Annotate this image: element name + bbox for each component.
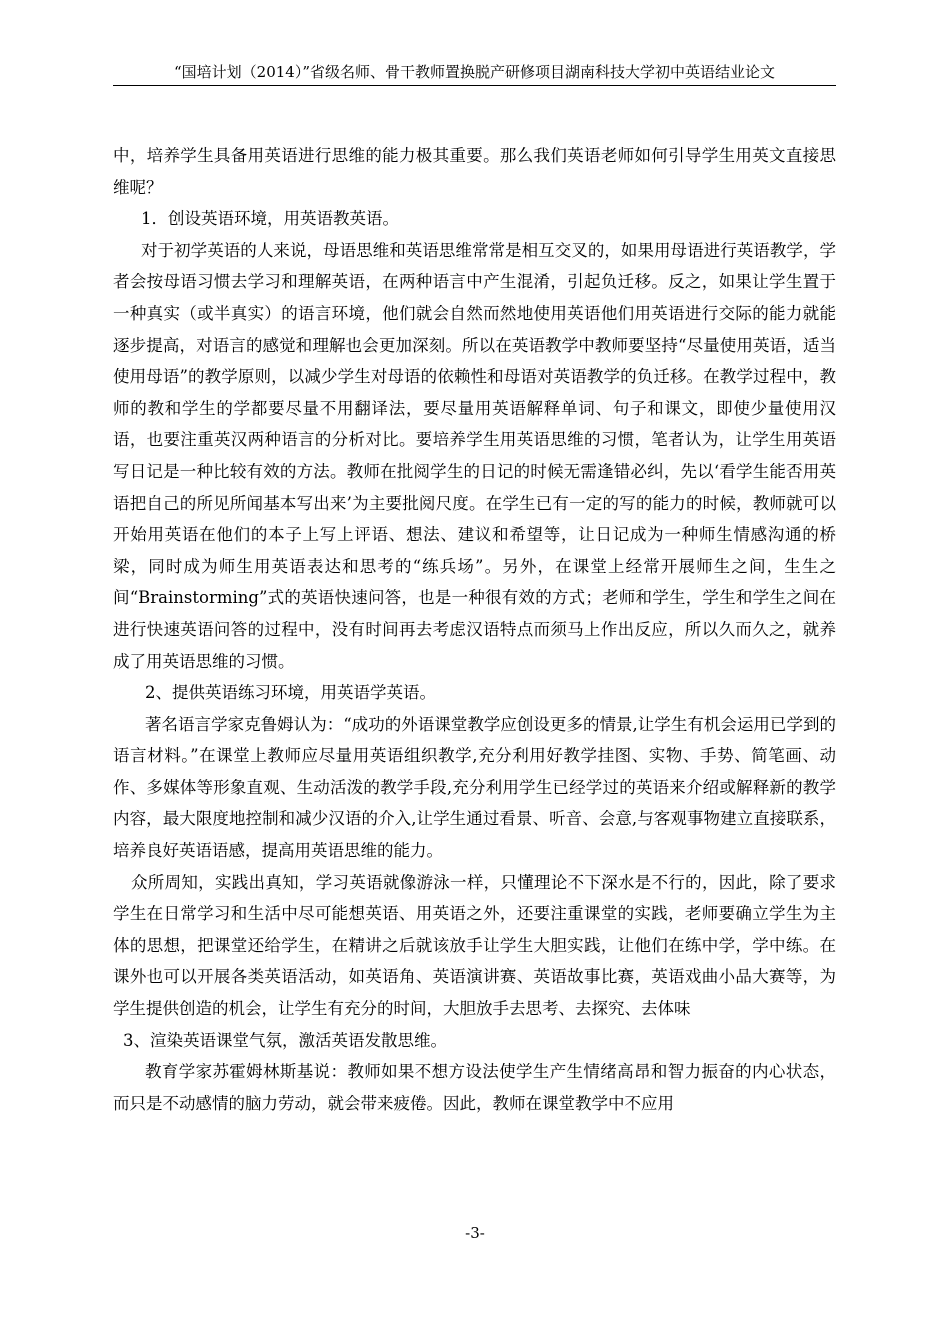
body-text	[113, 140, 836, 1119]
page-number: -3-	[465, 1224, 485, 1242]
section-heading-3: 3、渲染英语课堂气氛，激活英语发散思维。	[123, 1030, 447, 1050]
header-divider	[113, 85, 836, 86]
paragraph-linguist-quote: 著名语言学家克鲁姆认为：“成功的外语课堂教学应创设更多的情景,让学生有机会运用已学到的语言材料。”在课堂上教师应尽量用英语组织教学,充分利用好教学挂图、实物、手势、简笔画、动作、多媒体等形象直观、生动活泼的教学手段,充分利用学生已经学过的英语来介绍或解释新的教学内容，最大限度地控制和减少汉语的介入,让学生通过看景、听音、会意,与客观事物建立直接联系，培养良好英语语感，提高用英语思维的能力。	[113, 714, 836, 861]
section-heading-1: 1．创设英语环境，用英语教英语。	[141, 209, 399, 229]
paragraph-classroom-atmosphere: 教育学家苏霍姆林斯基说：教师如果不想方设法使学生产生情绪高昂和智力振奋的内心状态，而只是不动感情的脑力劳动，就会带来疲倦。因此，教师在课堂教学中不应用	[113, 1062, 836, 1113]
paragraph-english-environment: 对于初学英语的人来说，母语思维和英语思维常常是相互交叉的，如果用母语进行英语教学，学者会按母语习惯去学习和理解英语，在两种语言中产生混淆，引起负迁移。反之，如果让学生置于一种真实（或半真实）的语言环境，他们就会自然而然地使用英语他们用英语进行交际的能力就能逐步提高，对语言的感觉和理解也会更加深刻。所以在英语教学中教师要坚持“尽量使用英语，适当使用母语”的教学原则，以减少学生对母语的依赖性和母语对英语教学的负迁移。在教学过程中，教师的教和学生的学都要尽量不用翻译法，要尽量用英语解释单词、句子和课文，即使少量使用汉语，也要注重英汉两种语言的分析对比。要培养学生用英语思维的习惯，笔者认为，让学生用英语写日记是一种比较有效的方法。教师在批阅学生的日记的时候无需逢错必纠，先以‘看学生能否用英语把自己的所见所闻基本写出来’为主要批阅尺度。在学生已有一定的写的能力的时候，教师就可以开始用英语在他们的本子上写上评语、想法、建议和希望等，让日记成为一种师生情感沟通的桥梁，同时成为师生用英语表达和思考的“练兵场”。另外，在课堂上经常开展师生之间，生生之间“Brainstorming”式的英语快速问答，也是一种很有效的方式；老师和学生，学生和学生之间在进行快速英语问答的过程中，没有时间再去考虑汉语特点而须马上作出反应，所以久而久之，就养成了用英语思维的习惯。	[113, 240, 836, 671]
running-header: “国培计划（2014）”省级名师、骨干教师置换脱产研修项目湖南科技大学初中英语结业论文	[173, 63, 775, 81]
paragraph-practice: 众所周知，实践出真知，学习英语就像游泳一样，只懂理论不下深水是不行的，因此，除了要求学生在日常学习和生活中尽可能想英语、用英语之外，还要注重课堂的实践，老师要确立学生为主体的思想，把课堂还给学生，在精讲之后就该放手让学生大胆实践，让他们在练中学，学中练。在课外也可以开展各类英语活动，如英语角、英语演讲赛、英语故事比赛，英语戏曲小品大赛等，为学生提供创造的机会，让学生有充分的时间，大胆放手去思考、去探究、去体味	[113, 872, 836, 1019]
section-heading-2: 2、提供英语练习环境，用英语学英语。	[145, 683, 436, 703]
paragraph-continuation: 中，培养学生具备用英语进行思维的能力极其重要。那么我们英语老师如何引导学生用英文直接思维呢？	[113, 146, 836, 197]
